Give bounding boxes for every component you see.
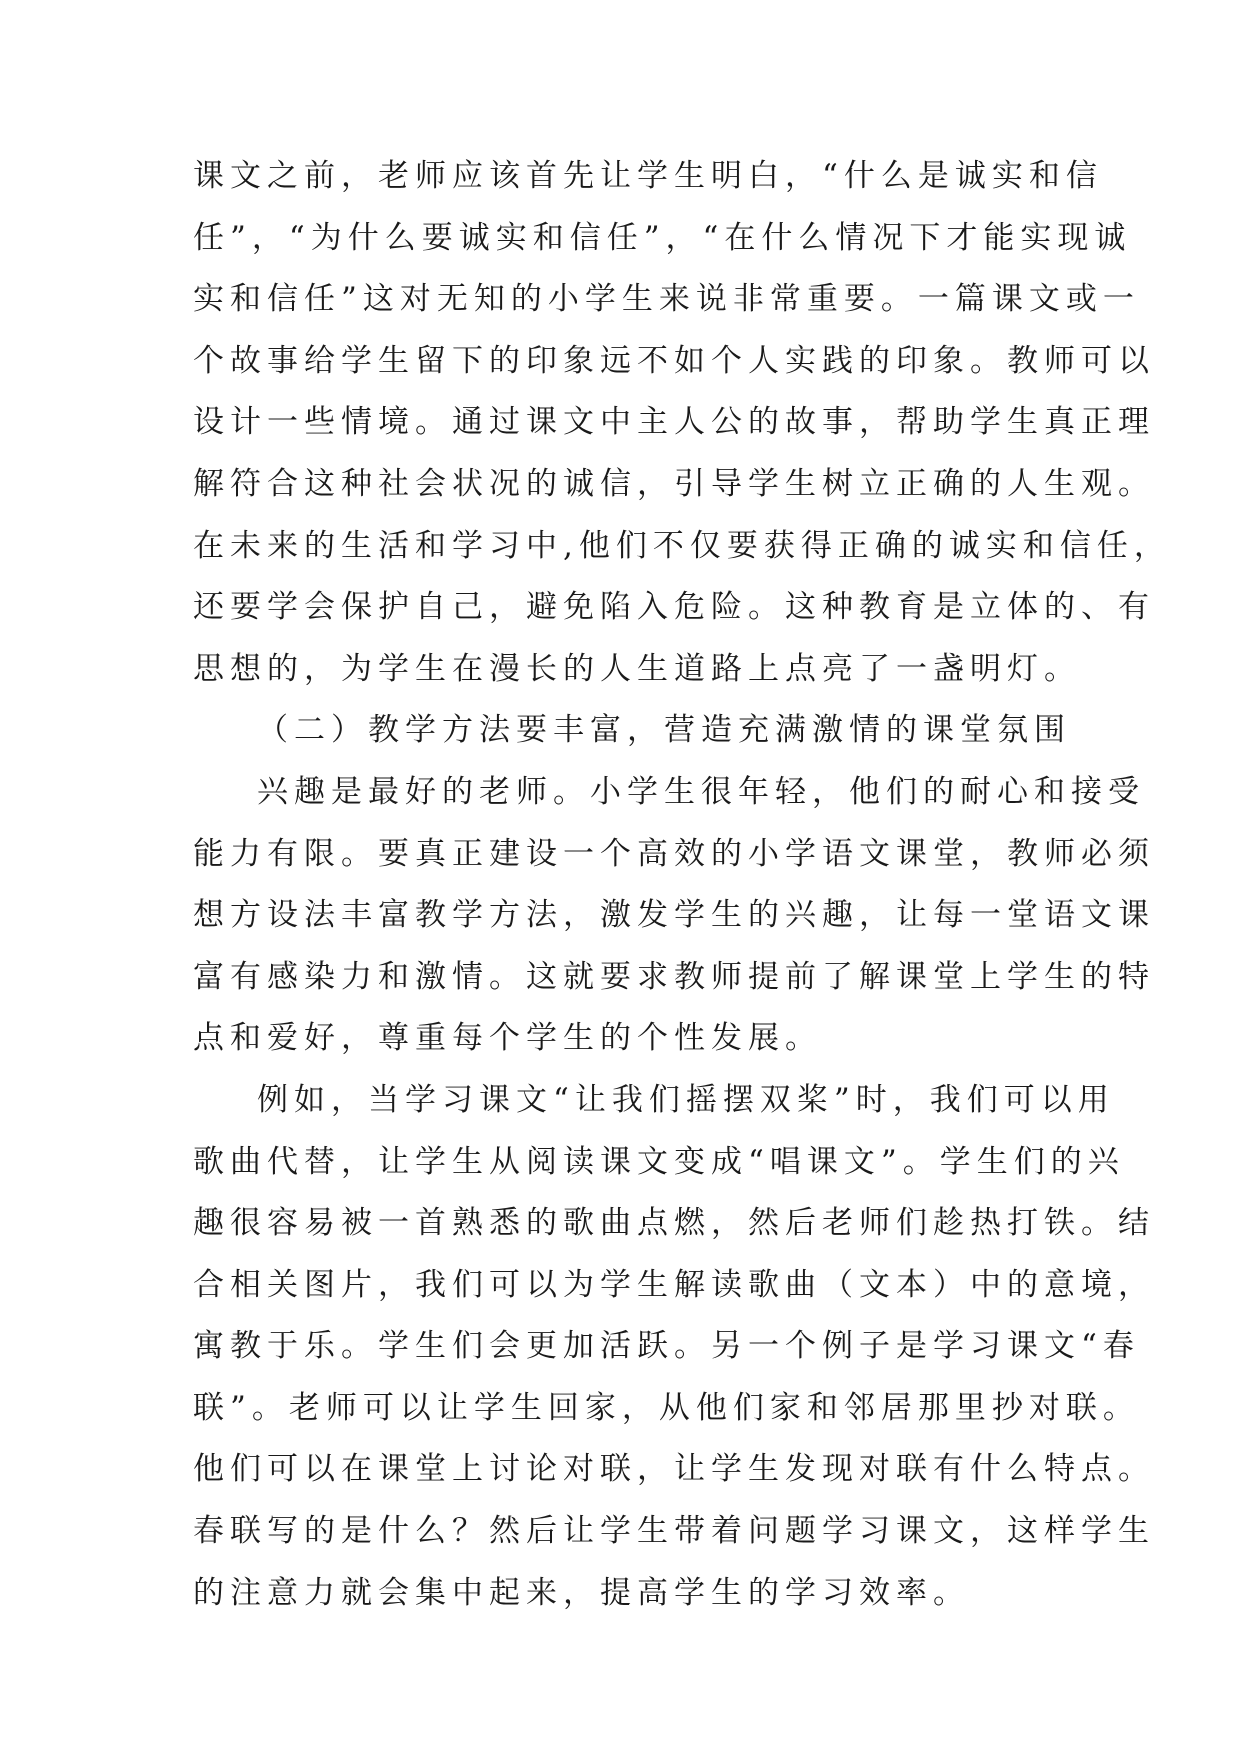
text-line: 点和爱好，尊重每个学生的个性发展。 <box>193 1020 822 1057</box>
text-line: 在未来的生活和学习中,他们不仅要获得正确的诚实和信任， <box>193 527 1171 564</box>
text-line: 还要学会保护自己，避免陷入危险。这种教育是立体的、有 <box>193 589 1155 626</box>
text-line: 的注意力就会集中起来，提高学生的学习效率。 <box>193 1574 970 1611</box>
text-line: 寓教于乐。学生们会更加活跃。另一个例子是学习课文“春 <box>193 1328 1140 1365</box>
text-line: 他们可以在课堂上讨论对联，让学生发现对联有什么特点。 <box>193 1451 1155 1488</box>
text-line: 联”。老师可以让学生回家，从他们家和邻居那里抄对联。 <box>193 1389 1140 1426</box>
text-line: 任”，“为什么要诚实和信任”，“在什么情况下才能实现诚 <box>193 219 1132 256</box>
text-line: 春联写的是什么？然后让学生带着问题学习课文，这样学生 <box>193 1513 1155 1550</box>
text-line: 例如，当学习课文“让我们摇摆双桨”时，我们可以用 <box>257 1081 1115 1118</box>
text-line: 兴趣是最好的老师。小学生很年轻，他们的耐心和接受 <box>257 773 1145 810</box>
text-line: 趣很容易被一首熟悉的歌曲点燃，然后老师们趁热打铁。结 <box>193 1205 1155 1242</box>
text-line: 富有感染力和激情。这就要求教师提前了解课堂上学生的特 <box>193 958 1155 995</box>
text-line: 个故事给学生留下的印象远不如个人实践的印象。教师可以 <box>193 342 1155 379</box>
text-line: 能力有限。要真正建设一个高效的小学语文课堂，教师必须 <box>193 835 1155 872</box>
section-heading: （二）教学方法要丰富，营造充满激情的课堂氛围 <box>257 712 1071 749</box>
text-line: 合相关图片，我们可以为学生解读歌曲（文本）中的意境， <box>193 1266 1155 1303</box>
text-line: 设计一些情境。通过课文中主人公的故事，帮助学生真正理 <box>193 404 1155 441</box>
text-line: 歌曲代替，让学生从阅读课文变成“唱课文”。学生们的兴 <box>193 1143 1125 1180</box>
text-line: 解符合这种社会状况的诚信，引导学生树立正确的人生观。 <box>193 465 1155 502</box>
text-line: 课文之前，老师应该首先让学生明白，“什么是诚实和信 <box>193 158 1103 194</box>
text-line: 思想的，为学生在漫长的人生道路上点亮了一盏明灯。 <box>193 650 1081 687</box>
text-line: 实和信任”这对无知的小学生来说非常重要。一篇课文或一 <box>193 281 1140 318</box>
body-text <box>193 146 1171 1624</box>
text-line: 想方设法丰富教学方法，激发学生的兴趣，让每一堂语文课 <box>193 897 1155 934</box>
